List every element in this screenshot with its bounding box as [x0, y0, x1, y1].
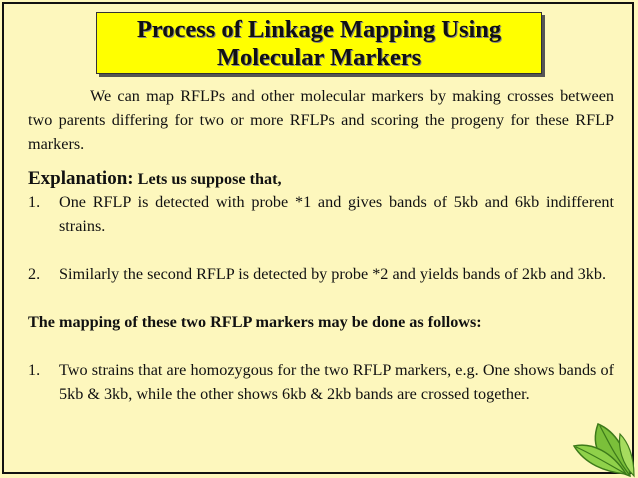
mapping-heading: The mapping of these two RFLP markers may be done as follows:: [28, 313, 482, 331]
list-text: Similarly the second RFLP is detected by probe *2 and yields bands of 2kb and 3kb.: [59, 265, 606, 283]
title-line-1: Process of Linkage Mapping Using: [136, 16, 502, 43]
list-item: [28, 358, 614, 406]
list-number: 2.: [28, 265, 41, 283]
list-number: 1.: [28, 193, 41, 211]
slide-content: [28, 84, 614, 406]
list-text: One RFLP is detected with probe *1 and gives bands of 5kb and 6kb indifferent strains.: [59, 193, 614, 235]
title-line-2: Molecular Markers: [216, 44, 422, 71]
list-number: 1.: [28, 361, 41, 379]
list-item: [28, 190, 614, 238]
list-text: Two strains that are homozygous for the two RFLP markers, e.g. One shows bands of 5kb & 3kb, while the other shows 6kb & 2kb bands are crossed together.: [59, 361, 614, 403]
explanation-heading: Explanation:: [28, 168, 134, 189]
leaf-icon: [560, 406, 638, 478]
rflp-list: [28, 190, 614, 286]
mapping-list: [28, 358, 614, 406]
intro-paragraph: We can map RFLPs and other molecular markers by making crosses between two parents differing for two or more RFLPs and scoring the progeny for these RFLP markers.: [28, 87, 614, 153]
explanation-rest: Lets us suppose that,: [133, 170, 282, 188]
explanation-line: [28, 168, 614, 190]
slide-title: [96, 12, 542, 74]
list-item: [28, 262, 614, 286]
